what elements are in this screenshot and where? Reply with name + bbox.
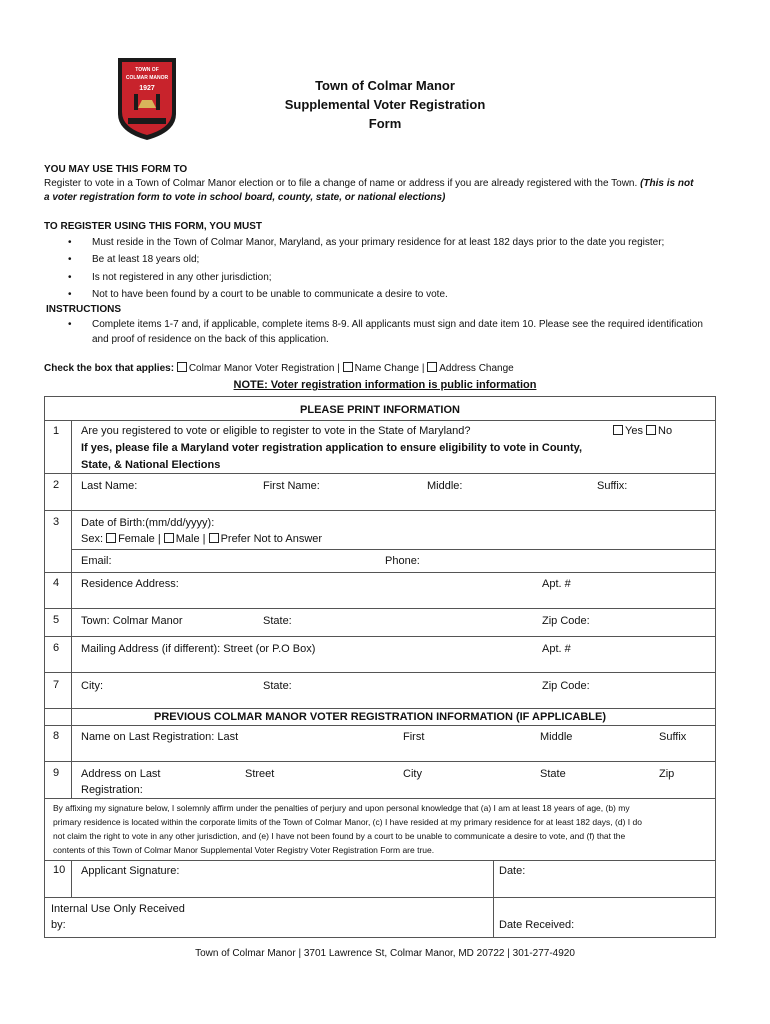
last-name-field[interactable]: Last Name: — [81, 480, 138, 492]
bullet-icon: • — [68, 237, 72, 248]
registration-form-table — [44, 396, 716, 938]
town-field: Town: Colmar Manor — [81, 615, 183, 627]
maryland-notice-line2: State, & National Elections — [81, 459, 221, 471]
use-heading: YOU MAY USE THIS FORM TO — [44, 164, 188, 175]
row-number: 5 — [53, 614, 60, 626]
state-field[interactable]: State: — [263, 615, 292, 627]
registered-question: Are you registered to vote or eligible to register to vote in the State of Maryland? — [81, 425, 471, 437]
last-registration-address-label-2: Registration: — [81, 784, 143, 796]
seal-text-year: 1927 — [139, 85, 155, 92]
affirmation-line: contents of this Town of Colmar Manor Supplemental Voter Registry Voter Registration Form are true. — [53, 845, 435, 855]
internal-use-received-by — [51, 901, 185, 933]
seal-text-top: TOWN OF — [135, 67, 159, 73]
bullet-icon: • — [68, 272, 72, 283]
row-number: 6 — [53, 642, 60, 654]
female-label: Female | — [118, 533, 161, 545]
row-number: 4 — [53, 577, 60, 589]
affirmation-line: By affixing my signature below, I solemnly affirm under the penalties of perjury and upon personal knowledge that (a) I am at least 18 years of age, (b) my — [53, 803, 630, 813]
last-registration-state-field[interactable]: State — [540, 768, 566, 780]
prefer-label: Prefer Not to Answer — [220, 533, 323, 545]
bullet-icon: • — [68, 289, 72, 300]
previous-registration-header: PREVIOUS COLMAR MANOR VOTER REGISTRATION INFORMATION (IF APPLICABLE) — [153, 711, 606, 723]
yes-no-options — [613, 423, 672, 439]
bullet-icon: • — [68, 319, 72, 330]
checkbox-yes[interactable] — [613, 425, 623, 435]
title-line-3: Form — [368, 116, 402, 131]
date-received-field: Date Received: — [499, 919, 575, 931]
mailing-state-field[interactable]: State: — [263, 680, 292, 692]
last-registration-name-field[interactable]: Name on Last Registration: Last — [81, 731, 239, 743]
check-option-2: Name Change | — [354, 363, 425, 374]
use-body-text: Register to vote in a Town of Colmar Manor election or to file a change of name or address if you are already registered with the Town. — [44, 178, 638, 189]
seal-text-name: COLMAR MANOR — [125, 75, 169, 81]
row-number: 8 — [53, 730, 60, 742]
dob-field[interactable]: Date of Birth:(mm/dd/yyyy): — [81, 517, 215, 529]
instructions-heading: INSTRUCTIONS — [46, 304, 121, 315]
row-number: 7 — [53, 679, 60, 691]
city-field[interactable]: City: — [81, 680, 103, 692]
zip-field[interactable]: Zip Code: — [542, 615, 590, 627]
checkbox-female[interactable] — [106, 533, 116, 543]
mailing-apt-field[interactable]: Apt. # — [542, 643, 571, 655]
use-note-line2: a voter registration form to vote in school board, county, state, or national elections) — [44, 192, 446, 203]
last-registration-suffix-field[interactable]: Suffix — [659, 731, 687, 743]
checkbox-voter-registration[interactable] — [177, 362, 187, 372]
checkbox-male[interactable] — [164, 533, 174, 543]
sex-label: Sex: — [81, 533, 104, 545]
checkbox-prefer-not[interactable] — [209, 533, 219, 543]
row-number: 2 — [53, 479, 60, 491]
male-label: Male | — [175, 533, 206, 545]
last-registration-zip-field[interactable]: Zip — [659, 768, 675, 780]
use-note-line1: (This is not — [640, 178, 694, 189]
last-registration-city-field[interactable]: City — [403, 768, 422, 780]
title-line-1: Town of Colmar Manor — [315, 78, 455, 93]
residence-address-field[interactable]: Residence Address: — [81, 578, 179, 590]
affirmation-line: not claim the right to vote in any other jurisdiction, and (e) I have not been found by a court to be unable to communicate a desire to vote, and (f) that the — [53, 831, 626, 841]
signature-date-field[interactable]: Date: — [499, 865, 526, 877]
mailing-address-field[interactable]: Mailing Address (if different): Street (or P.O Box) — [81, 643, 316, 655]
use-body — [44, 177, 734, 191]
internal-use-line2: by: — [51, 919, 66, 931]
check-option-3: Address Change — [439, 363, 514, 374]
checkbox-address-change[interactable] — [427, 362, 437, 372]
phone-field[interactable]: Phone: — [385, 555, 420, 567]
mailing-zip-field[interactable]: Zip Code: — [542, 680, 590, 692]
apt-field[interactable]: Apt. # — [542, 578, 571, 590]
yes-label: Yes — [625, 425, 643, 437]
checkbox-name-change[interactable] — [343, 362, 353, 372]
suffix-field[interactable]: Suffix: — [597, 480, 628, 492]
affirmation-text — [53, 801, 642, 857]
row-number: 9 — [53, 767, 60, 779]
checkbox-no[interactable] — [646, 425, 656, 435]
instructions-line2: and proof of residence on the back of this application. — [92, 334, 329, 345]
check-option-1: Colmar Manor Voter Registration | — [188, 363, 340, 374]
last-registration-street-field[interactable]: Street — [245, 768, 275, 780]
sex-options — [81, 531, 322, 547]
register-heading: TO REGISTER USING THIS FORM, YOU MUST — [44, 221, 262, 232]
middle-name-field[interactable]: Middle: — [427, 480, 463, 492]
first-name-field[interactable]: First Name: — [263, 480, 320, 492]
row-number: 1 — [53, 425, 60, 437]
footer-address: Town of Colmar Manor | 3701 Lawrence St, Colmar Manor, MD 20722 | 301-277-4920 — [195, 948, 575, 959]
maryland-notice-line1: If yes, please file a Maryland voter registration application to ensure eligibility to vote in County, — [81, 442, 583, 454]
title-line-2: Supplemental Voter Registration — [284, 97, 486, 112]
email-field[interactable]: Email: — [81, 555, 112, 567]
row-number: 10 — [53, 864, 66, 876]
page-title — [0, 76, 770, 133]
last-registration-middle-field[interactable]: Middle — [540, 731, 573, 743]
last-registration-address-label: Address on Last — [81, 768, 161, 780]
public-info-note: NOTE: Voter registration information is public information — [233, 379, 537, 391]
no-label: No — [658, 425, 673, 437]
check-label: Check the box that applies: — [44, 363, 175, 374]
last-registration-first-field[interactable]: First — [403, 731, 425, 743]
bullet-icon: • — [68, 254, 72, 265]
print-info-header: PLEASE PRINT INFORMATION — [300, 404, 460, 416]
check-row — [44, 362, 514, 374]
row-number: 3 — [53, 516, 60, 528]
applicant-signature-field[interactable]: Applicant Signature: — [81, 865, 180, 877]
affirmation-line: primary residence is located within the corporate limits of the Town of Colmar Manor, (c) I have resided at my primary residence for at least 182 days, (d) I do — [53, 817, 642, 827]
internal-use-line1: Internal Use Only Received — [51, 903, 185, 915]
